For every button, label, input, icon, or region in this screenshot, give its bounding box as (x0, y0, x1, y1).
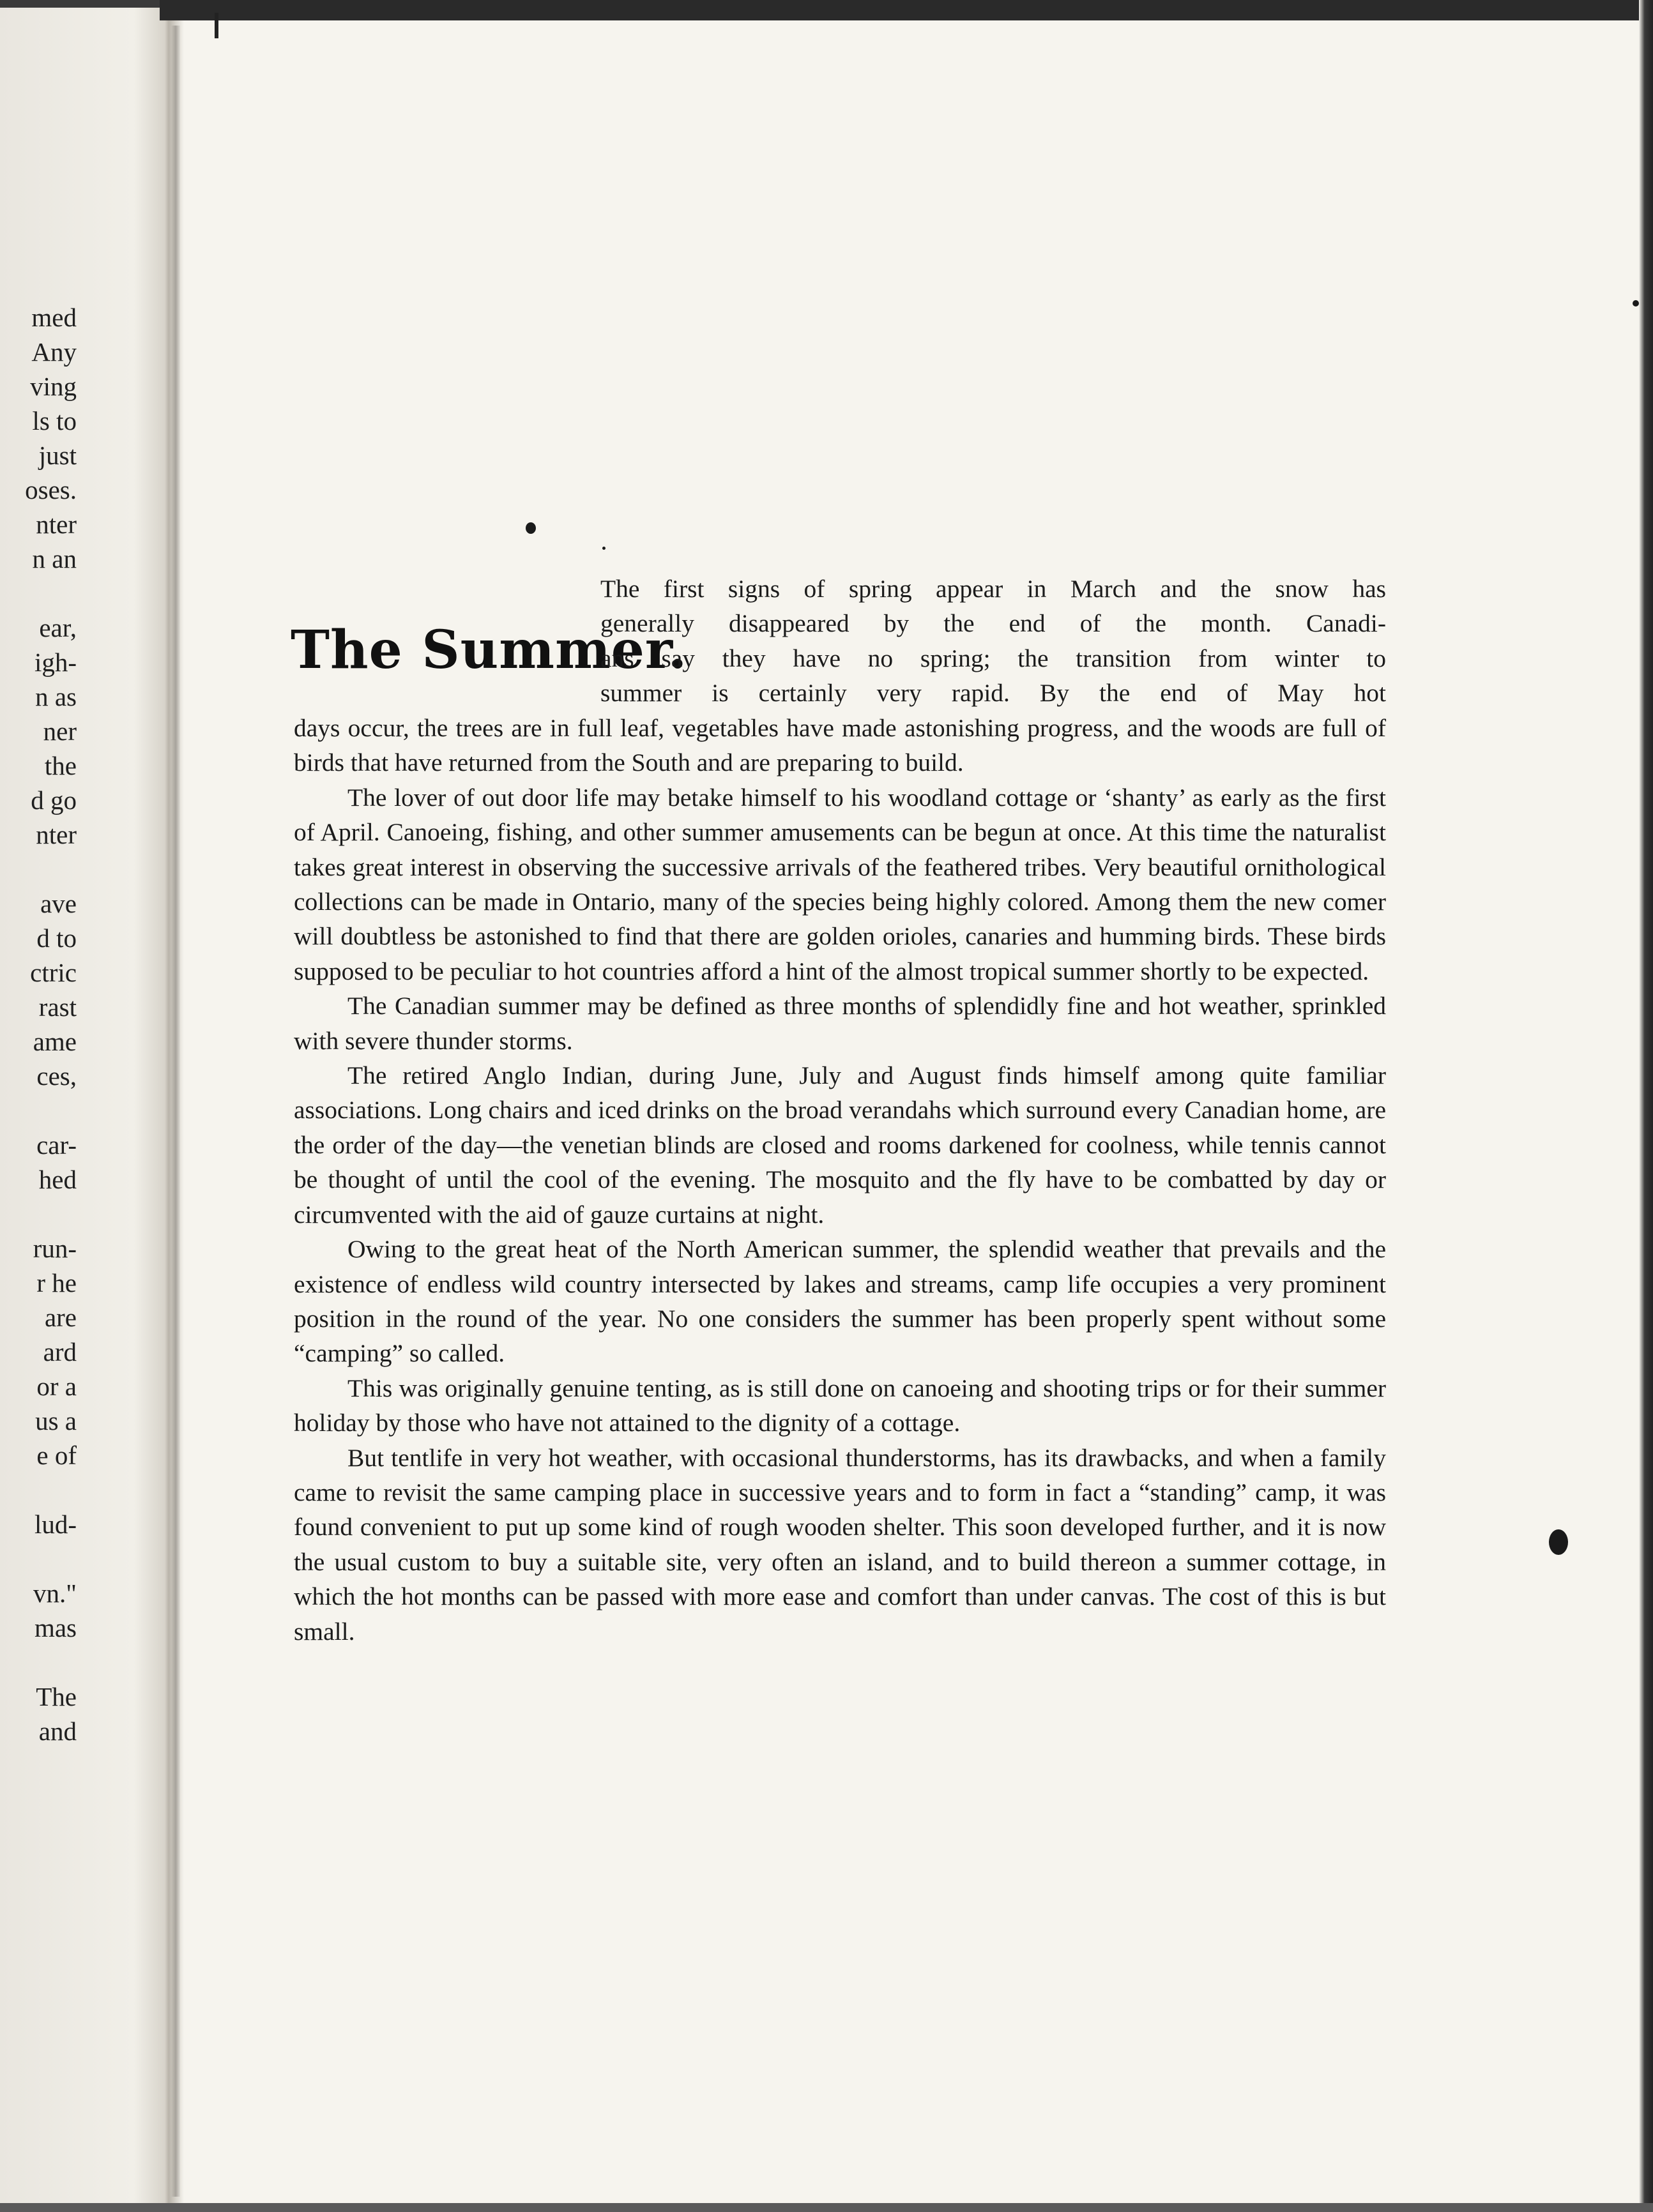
previous-page-fragment: The (36, 1682, 77, 1711)
previous-page-fragment: vn." (33, 1579, 77, 1608)
previous-page-fragment: nter (36, 510, 77, 539)
previous-page-fragment: ard (43, 1337, 77, 1367)
previous-page-fragment: ces, (36, 1061, 77, 1091)
paragraph: The retired Anglo Indian, during June, July and August finds himself among quite familiar associations. Long chairs and iced drinks on the broad verandahs which surround every Canadian home, are the order of the day—the venetian blinds are closed and rooms darkened for coolness, while tennis cannot be thought of until the cool of the evening. The mosquito and the fly have to be combatted by day or circumvented with the aid of gauze curtains at night. (294, 1061, 1386, 1229)
previous-page-fragment: lud- (34, 1510, 77, 1539)
intro-line: The first signs of spring appear in March and the snow has (600, 575, 1386, 603)
previous-page-fragment: d to (36, 923, 77, 953)
previous-page-fragment: n an (32, 544, 77, 573)
previous-page-fragment: run- (33, 1234, 77, 1263)
top-edge-left (0, 0, 160, 8)
previous-page-fragment: just (38, 441, 77, 470)
previous-page-fragment: ear, (39, 613, 77, 642)
paragraph: But tentlife in very hot weather, with occasional thunderstorms, has its drawbacks, and when a family came to revisit the same camping place in successive years and to form in fact a “standing” camp, it was found convenient to put up some kind of rough wooden shelter. This soon developed further, and it is now the usual custom to buy a suitable site, very often an island, and to build thereon a summer cottage, in which the hot months can be passed with more ease and comfort than under canvas. The cost of this is but small. (294, 1443, 1386, 1646)
previous-page-fragment: ner (43, 716, 77, 746)
previous-page-fragment: d go (31, 785, 77, 815)
previous-page-fragment: mas (34, 1613, 77, 1642)
ink-speck (1633, 300, 1639, 307)
top-edge (160, 0, 1653, 20)
previous-page-fragment: or a (36, 1372, 77, 1401)
right-edge (1639, 0, 1653, 2212)
previous-page-fragment: ving (30, 372, 77, 401)
previous-page-fragment (0, 1542, 77, 1576)
previous-page-fragment: car- (36, 1130, 77, 1160)
bottom-edge (0, 2203, 1653, 2212)
ink-speck (526, 522, 536, 534)
intro-line: generally disappeared by the end of the month. Canadi- (600, 609, 1386, 638)
previous-page-fragment: ame (33, 1027, 77, 1056)
section-heading: The Summer. (291, 619, 688, 681)
previous-page-fragment: and (38, 1716, 77, 1746)
paragraph: days occur, the trees are in full leaf, vegetables have made astonishing progress, and the woods are full of birds that have returned from the South and are preparing to build. (294, 714, 1386, 777)
paragraph: The Canadian summer may be defined as three months of splendidly fine and hot weather, sprinkled with severe thunder storms. (294, 992, 1386, 1055)
previous-page-fragment: ave (40, 889, 77, 918)
previous-page-fragment (0, 576, 77, 610)
previous-page-fragment (0, 1473, 77, 1507)
previous-page-fragment: the (44, 751, 77, 780)
paragraph: The lover of out door life may betake himself to his woodland cottage or ‘shanty’ as early as the first of April. Canoeing, fishing, and other summer amusements can be begun at once. At this time the naturalist takes great interest in observing the successive arrivals of the feathered tribes. Very beautiful ornithological collections can be made in Ontario, many of the species being highly colored. Among them the new comer will doubtless be astonished to find that there are golden orioles, canaries and humming birds. These birds supposed to be peculiar to hot countries afford a hint of the almost tropical summer shortly to be expected. (294, 783, 1386, 985)
previous-page-fragment (0, 1645, 77, 1679)
previous-page-column (0, 300, 77, 1748)
paragraph: Owing to the great heat of the North American summer, the splendid weather that prevails and the existence of endless wild country intersected by lakes and streams, camp life occupies a very prominent position in the round of the year. No one considers the summer has been properly spent without some “camping” so called. (294, 1235, 1386, 1368)
paragraph: This was originally genuine tenting, as is still done on canoeing and shooting trips or for their summer holiday by those who have not attained to the dignity of a cottage. (294, 1374, 1386, 1437)
previous-page-fragment: Any (31, 337, 77, 367)
previous-page-fragment: hed (38, 1165, 77, 1194)
previous-page-fragment: rast (38, 992, 77, 1022)
previous-page-fragment: r he (36, 1268, 77, 1298)
previous-page-fragment: ls to (32, 406, 77, 436)
previous-page-fragment: us a (35, 1406, 77, 1436)
previous-page-fragment: are (44, 1303, 77, 1332)
previous-page-fragment: oses. (25, 475, 77, 504)
ink-speck (1549, 1529, 1568, 1555)
previous-page-fragment (0, 1093, 77, 1128)
previous-page-fragment: e of (36, 1441, 77, 1470)
previous-page-fragment: med (31, 303, 77, 332)
ink-speck (602, 547, 606, 550)
intro-line: ans say they have no spring; the transition from winter to (600, 644, 1386, 672)
previous-page-fragment (0, 1197, 77, 1231)
scan-mark (215, 13, 218, 38)
article-body (294, 711, 1386, 1649)
previous-page-fragment (0, 852, 77, 886)
previous-page-fragment: ctric (30, 958, 77, 987)
previous-page-fragment: igh- (34, 648, 77, 677)
binding-fold (171, 26, 180, 2197)
intro-line: summer is certainly very rapid. By the end of May hot (600, 679, 1386, 708)
previous-page-fragment: n as (35, 682, 77, 711)
previous-page-fragment: nter (36, 820, 77, 849)
intro-lines (600, 572, 1386, 711)
